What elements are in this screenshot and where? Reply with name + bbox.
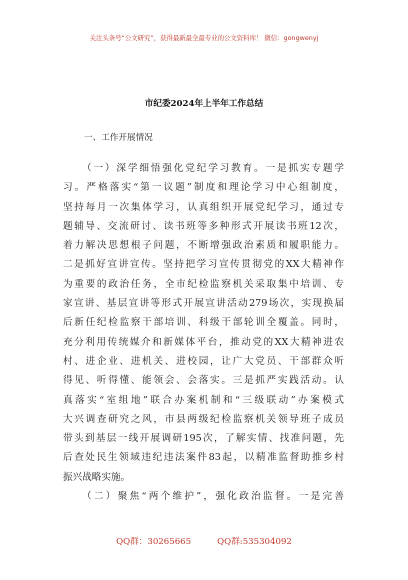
text-line: 得见、听得懂、能领会、会落实。三是抓严实践活动。认 — [63, 375, 344, 387]
text-line: 后新任纪检监察干部培训、科级干部轮训全覆盖。同时， — [63, 317, 344, 329]
text-line: 真落实“室组地”联合办案机制和“三级联动”办案模式 — [63, 394, 344, 406]
text-line: 村、进企业、进机关、进校园，让广大党员、干部群众听 — [63, 355, 344, 367]
paragraph-work-summary — [63, 159, 344, 487]
footer-contact — [0, 535, 408, 547]
text-line: 家宣讲、基层宣讲等形式开展宣讲活动279场次，实现换届 — [63, 298, 344, 310]
text-line: 坚持每月一次集体学习，认真组织开展党纪学习，通过专 — [63, 201, 344, 213]
document-title: 市纪委2024年上半年工作总结 — [144, 99, 264, 109]
text-line: 为重要的政治任务，全市纪检监察机关采取集中培训、专 — [63, 278, 344, 290]
text-line: 习。严格落实“第一议题”制度和理论学习中心组制度， — [63, 182, 344, 194]
qq-group-1: QQ群：30265665 — [116, 537, 192, 547]
text-line: 二是抓好宣讲宣传。坚持把学习宣传贯彻党的XX大精神作 — [63, 259, 344, 271]
text-line: 充分利用传统媒介和新媒体平台，推动党的XX大精神进农 — [63, 336, 344, 348]
qq-group-2: QQ群:535304092 — [217, 537, 292, 547]
paragraph-political-supervision — [63, 487, 344, 506]
text-line: 振兴战略实施。 — [63, 471, 131, 483]
text-line: 后查处民生领域违纪违法案件83起，以精准监督助推乡村 — [63, 452, 344, 464]
header-banner: 关注头条号“公文研究”，获得最新最全最专业的公文资料库！ 微信：gongwenyj — [89, 34, 319, 42]
text-line: （一）深学细悟强化党纪学习教育。一是抓实专题学 — [82, 163, 344, 174]
text-line: （二）聚焦“两个维护”，强化政治监督。一是完善 — [82, 491, 344, 502]
section-heading: 一、工作开展情况 — [84, 133, 153, 143]
text-line: 题辅导、交流研讨、读书班等多种形式开展读书班12次， — [63, 220, 344, 232]
text-line: 大兴调查研究之风，市县两级纪检监察机关领导班子成员 — [63, 413, 344, 425]
text-line: 带头到基层一线开展调研195次，了解实情、找准问题，先 — [63, 433, 344, 445]
text-line: 着力解决思想根子问题，不断增强政治素质和履职能力。 — [63, 240, 344, 252]
